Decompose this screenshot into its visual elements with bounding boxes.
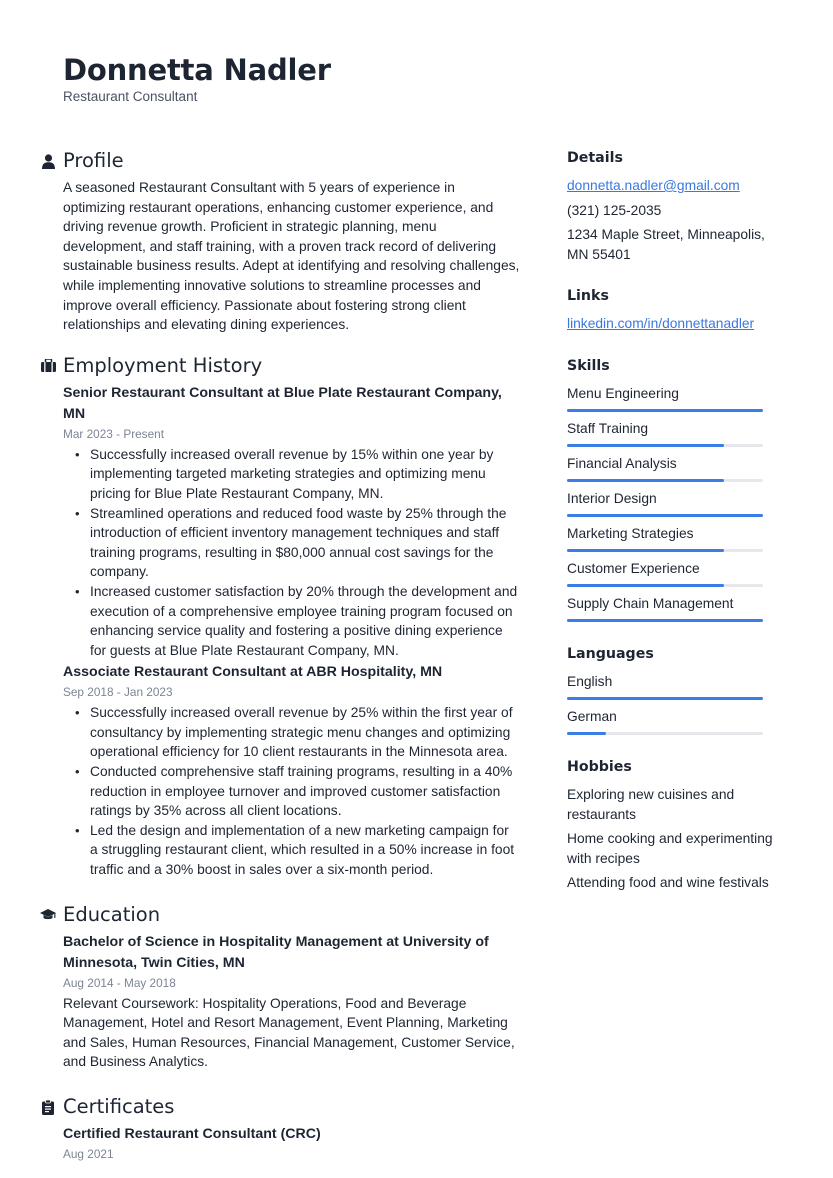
profile-section — [40, 148, 520, 335]
skill-item — [567, 454, 787, 482]
education-entry-date: Aug 2014 - May 2018 — [63, 975, 176, 990]
hobby-item: Home cooking and experimenting with recipes — [567, 831, 773, 866]
job-date: Sep 2018 - Jan 2023 — [63, 685, 173, 700]
skill-name: Marketing Strategies — [567, 525, 694, 541]
employment-heading — [40, 353, 520, 381]
job-bullets — [75, 445, 520, 661]
language-level-bar — [567, 732, 763, 735]
job-title: Associate Restaurant Consultant at ABR Hospitality, MN — [63, 664, 443, 681]
clipboard-icon — [40, 1098, 56, 1116]
certificate-entry-date: Aug 2021 — [63, 1147, 114, 1161]
links-section — [567, 286, 787, 334]
skill-level-fill — [567, 584, 724, 587]
candidate-title: Restaurant Consultant — [63, 89, 198, 104]
profile-summary: A seasoned Restaurant Consultant with 5 years of experience in optimizing restaurant operations, enhancing customer experience, and driving revenue growth. Proficient in strategic planning, menu development, and staff training, with a proven track record of delivering sustainable business results. Adept at identifying and resolving challenges, while implementing innovative solutions to streamline processes and improve overall efficiency. Passionate about fostering strong client relationships and elevating dining experiences. — [63, 180, 520, 333]
education-entry-title: Bachelor of Science in Hospitality Management at University of Minnesota, Twin Cities, MN — [63, 933, 489, 971]
skill-level-bar — [567, 584, 763, 587]
skill-name: Financial Analysis — [567, 455, 677, 471]
skill-level-fill — [567, 444, 724, 447]
links-title: Links — [567, 288, 609, 305]
skill-name: Customer Experience — [567, 560, 700, 576]
phone-number: (321) 125-2035 — [567, 202, 662, 218]
language-name: German — [567, 708, 617, 724]
job-entry — [63, 383, 520, 661]
skill-item — [567, 559, 787, 587]
skill-level-fill — [567, 549, 724, 552]
job-bullet: • Successfully increased overall revenue by 25% within the first year of consultancy by implementing strategic menu changes and optimizing operational efficiency for 10 client restaurants in the Minnesota area. — [75, 703, 520, 762]
skill-level-fill — [567, 409, 763, 412]
job-bullet: • Successfully increased overall revenue by 15% within one year by implementing targeted marketing strategies and optimizing menu pricing for Blue Plate Restaurant Company, MN. — [75, 445, 520, 504]
job-title: Senior Restaurant Consultant at Blue Plate Restaurant Company, MN — [63, 384, 502, 422]
certificate-entry-title: Certified Restaurant Consultant (CRC) — [63, 1126, 321, 1142]
skill-name: Interior Design — [567, 490, 657, 506]
graduation-cap-icon — [40, 906, 56, 924]
skills-section — [567, 356, 787, 622]
skills-title: Skills — [567, 357, 610, 374]
skill-level-fill — [567, 514, 763, 517]
profile-title: Profile — [63, 149, 124, 172]
skill-name: Staff Training — [567, 420, 649, 436]
hobby-item: Attending food and wine festivals — [567, 875, 769, 891]
person-icon — [40, 152, 56, 170]
email-link[interactable]: donnetta.nadler@gmail.com — [567, 178, 740, 193]
skill-level-bar — [567, 514, 763, 517]
skill-list — [567, 384, 787, 622]
certificates-section — [40, 1094, 520, 1164]
education-entry — [63, 932, 520, 1072]
skill-item — [567, 489, 787, 517]
language-item — [567, 707, 787, 735]
job-entry — [63, 662, 520, 879]
sidebar-column — [567, 148, 787, 915]
languages-section — [567, 644, 787, 735]
main-column — [40, 148, 520, 1178]
education-section — [40, 902, 520, 1072]
certificate-entry — [63, 1124, 520, 1164]
language-level-bar — [567, 697, 763, 700]
skill-level-bar — [567, 444, 763, 447]
language-level-fill — [567, 697, 763, 700]
briefcase-icon — [40, 357, 56, 375]
details-title: Details — [567, 150, 623, 166]
skill-level-bar — [567, 549, 763, 552]
skill-item — [567, 594, 787, 622]
language-item — [567, 672, 787, 700]
education-title: Education — [63, 902, 161, 926]
skill-name: Supply Chain Management — [567, 595, 734, 611]
linkedin-link[interactable]: linkedin.com/in/donnettanadler — [567, 316, 755, 332]
resume-header — [63, 52, 331, 106]
hobbies-title: Hobbies — [567, 758, 632, 775]
language-name: English — [567, 673, 613, 689]
job-bullets — [75, 703, 520, 879]
skill-item — [567, 419, 787, 447]
skill-name: Menu Engineering — [567, 385, 679, 401]
certificates-heading — [40, 1094, 520, 1122]
skill-level-fill — [567, 479, 724, 482]
languages-title: Languages — [567, 645, 654, 662]
address: 1234 Maple Street, Minneapolis, MN 55401 — [567, 227, 765, 262]
hobbies-section — [567, 757, 787, 893]
job-bullet: • Increased customer satisfaction by 20% through the development and execution of a comprehensive employee training program focused on enhancing service quality and fostering a positive dining experience for guests at Blue Plate Restaurant Company, MN. — [75, 582, 520, 660]
hobby-item: Exploring new cuisines and restaurants — [567, 786, 735, 822]
skill-level-fill — [567, 619, 763, 622]
skill-level-bar — [567, 479, 763, 482]
job-bullet: • Streamlined operations and reduced food waste by 25% through the introduction of efficient inventory management techniques and staff training programs, resulting in $80,000 annual cost savings for the company. — [75, 504, 520, 582]
employment-section — [40, 353, 520, 880]
job-list — [40, 383, 520, 880]
education-entry-description: Relevant Coursework: Hospitality Operations, Food and Beverage Management, Hotel and Resort Management, Event Planning, Marketing and Sales, Human Resources, Financial Management, Customer Service, and Business Analytics. — [63, 995, 515, 1070]
skill-item — [567, 384, 787, 412]
employment-title: Employment History — [63, 353, 263, 377]
skill-level-bar — [567, 409, 763, 412]
candidate-name: Donnetta Nadler — [63, 53, 331, 87]
skill-item — [567, 524, 787, 552]
skill-level-bar — [567, 619, 763, 622]
hobby-list — [567, 785, 787, 893]
job-date: Mar 2023 - Present — [63, 426, 164, 441]
profile-heading — [40, 148, 520, 176]
certificates-title: Certificates — [63, 1095, 175, 1118]
job-bullet: • Conducted comprehensive staff training programs, resulting in a 40% reduction in employee turnover and improved customer satisfaction ratings by 35% across all client locations. — [75, 762, 520, 821]
education-heading — [40, 902, 520, 930]
language-level-fill — [567, 732, 606, 735]
language-list — [567, 672, 787, 735]
details-section — [567, 148, 787, 264]
job-bullet: • Led the design and implementation of a new marketing campaign for a struggling restaurant client, which resulted in a 50% increase in foot traffic and a 30% boost in sales over a six-month period. — [75, 821, 520, 880]
